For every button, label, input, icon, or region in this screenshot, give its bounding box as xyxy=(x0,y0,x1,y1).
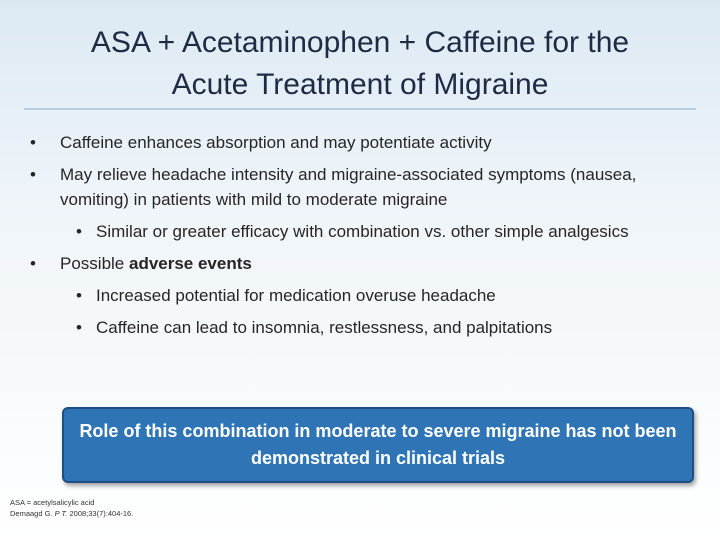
reference-details: 2008;33(7):404-16. xyxy=(67,509,134,518)
bullet-emphasis: adverse events xyxy=(128,254,252,273)
bullet-text: Similar or greater efficacy with combination vs. other simple analgesics xyxy=(96,222,629,241)
bullet-marker: • xyxy=(76,318,82,337)
footnote-abbreviation: ASA = acetylsalicylic acid xyxy=(10,498,95,507)
bullet-marker: • xyxy=(30,165,36,184)
bullet-item xyxy=(0,162,720,212)
footnote-reference xyxy=(10,508,133,519)
bullet-text: Caffeine enhances absorption and may potentiate activity xyxy=(60,133,492,152)
footnote xyxy=(10,497,133,519)
bullet-item xyxy=(0,130,720,155)
title-line-1: ASA + Acetaminophen + Caffeine for the xyxy=(90,26,630,59)
sub-bullet-item xyxy=(0,283,720,308)
bullet-marker: • xyxy=(76,286,82,305)
callout-text: Role of this combination in moderate to severe migraine has not been demonstrated in clinical trials xyxy=(79,421,677,468)
bullet-marker: • xyxy=(30,254,36,273)
bullet-marker: • xyxy=(76,222,82,241)
slide-title xyxy=(40,22,680,106)
sub-bullet-item xyxy=(0,219,720,244)
callout-box xyxy=(62,407,694,483)
sub-bullet-item xyxy=(0,315,720,340)
bullet-item xyxy=(0,251,720,276)
bullet-marker: • xyxy=(30,133,36,152)
title-line-2: Acute Treatment of Migraine xyxy=(171,68,549,101)
bullet-list xyxy=(0,130,720,347)
bullet-text: Increased potential for medication overuse headache xyxy=(96,286,496,305)
bullet-text: Caffeine can lead to insomnia, restlessness, and palpitations xyxy=(96,318,553,337)
title-divider xyxy=(24,108,696,110)
reference-journal: P T. xyxy=(54,509,68,518)
bullet-text: Possible xyxy=(60,254,129,273)
reference-author: Demaagd G. xyxy=(10,509,55,518)
bullet-text: May relieve headache intensity and migraine-associated symptoms (nausea, vomiting) in patients with mild to moderate migraine xyxy=(60,165,637,209)
